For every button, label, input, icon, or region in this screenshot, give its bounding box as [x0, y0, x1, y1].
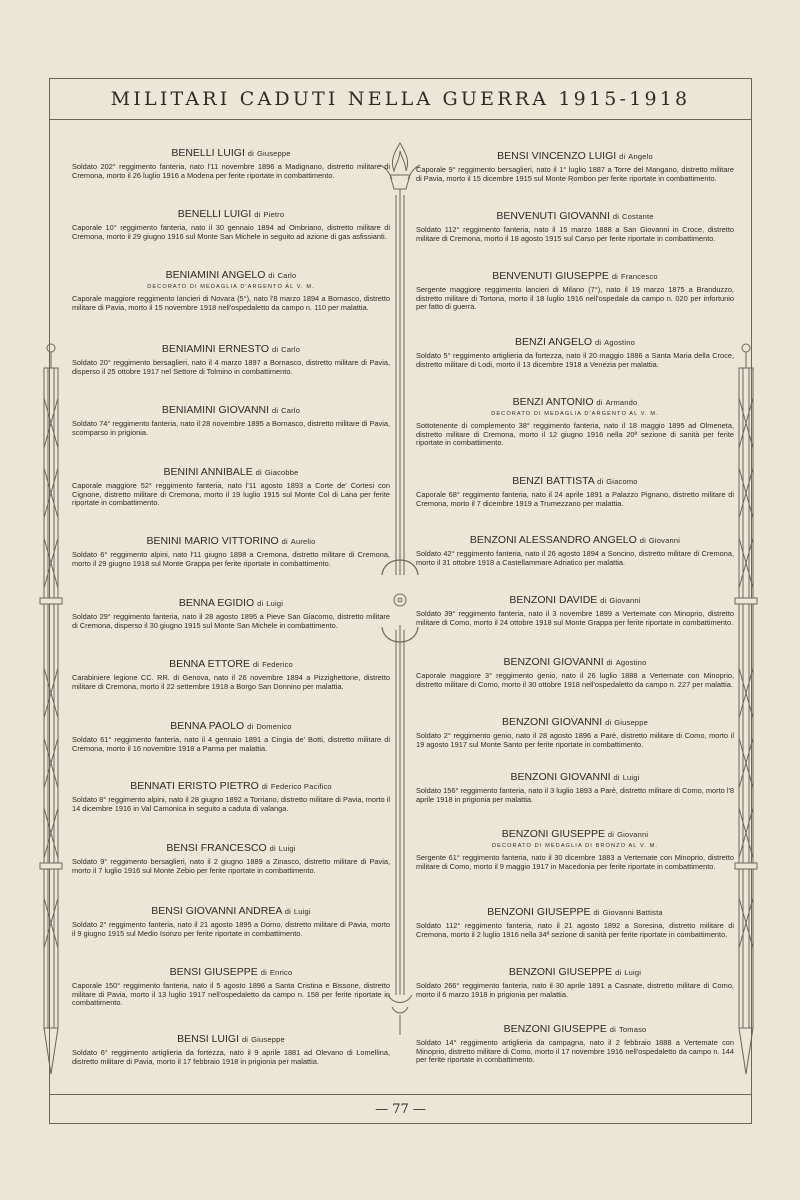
entry-text: Caporale maggiore reggimento lancieri di Novara (5°), nato l'8 marzo 1894 a Bornasco, distretto militare di Pavia, morto il 15 novembre 1918 nell'ospedaletto da campo n. 110 per malattia. — [72, 294, 390, 312]
entry — [416, 336, 734, 369]
entry — [72, 597, 390, 630]
entry — [72, 842, 390, 875]
entry — [416, 594, 734, 627]
entry-text: Carabiniere legione CC. RR. di Genova, nato il 26 novembre 1894 a Pizzighettone, distretto militare di Cremona, morto il 22 settembre 1918 a Borgo San Donnino per malattia. — [72, 673, 390, 691]
entry-text: Caporale maggiore 3° reggimento genio, nato il 26 luglio 1888 a Vertemate con Minoprio, distretto militare di Como, morto il 30 ottobre 1918 nell'ospedaletto da campo n. 227 per malattia. — [416, 671, 734, 689]
entry-name: BENZONI GIOVANNI di Luigi — [510, 771, 640, 783]
entry-name: BENNA PAOLO di Domenico — [170, 720, 292, 732]
entry-name: BENSI GIOVANNI ANDREA di Luigi — [151, 905, 311, 917]
entry-name: BENIAMINI GIOVANNI di Carlo — [161, 404, 301, 416]
entry — [72, 658, 390, 691]
entry-text: Caporale 68° reggimento fanteria, nato il 24 aprile 1891 a Palazzo Pignano, distretto militare di Cremona, morto il 7 dicembre 1919 a Trumezzano per malattia. — [416, 490, 734, 508]
entry — [416, 396, 734, 448]
entry — [416, 906, 734, 939]
entry-name: BENSI LUIGI di Giuseppe — [177, 1033, 285, 1045]
entry-name: BENNA EGIDIO di Luigi — [178, 597, 284, 609]
entry — [416, 966, 734, 999]
title-band — [49, 78, 752, 120]
entry-name: BENZONI GIOVANNI di Agostino — [503, 656, 647, 668]
entry — [72, 966, 390, 1008]
entry — [416, 150, 734, 183]
entry-text: Soldato 74° reggimento fanteria, nato il 28 novembre 1895 a Bornasco, distretto militare di Pavia, scomparso in prigionia. — [72, 419, 390, 437]
entry — [416, 771, 734, 804]
entry-text: Soldato 112° reggimento fanteria, nato il 15 marzo 1888 a San Giovanni in Croce, distretto militare di Cremona, morto il 18 agosto 1915 sul Carso per ferite riportate in combattimento. — [416, 225, 734, 243]
entry-name: BENZONI GIOVANNI di Giuseppe — [502, 716, 648, 728]
page-number: — 77 — — [375, 1102, 426, 1117]
entry — [416, 210, 734, 243]
entry — [72, 466, 390, 508]
entry — [416, 828, 734, 871]
left-fasces-ornament — [38, 338, 64, 1076]
entry-name: BENZONI GIUSEPPE di Giovanni — [501, 828, 649, 840]
entry-text: Soldato 6° reggimento artiglieria da fortezza, nato il 9 aprile 1881 ad Olevano di Lomellina, distretto militare di Pavia, morto il 17 febbraio 1918 in prigionia per malattia. — [72, 1048, 390, 1066]
entry-text: Caporale 150° reggimento fanteria, nato il 5 agosto 1896 a Santa Cristina e Bissone, distretto militare di Pavia, morto il 13 luglio 1917 nell'ospedaletto da campo n. 158 per ferite riportate in combattimento. — [72, 981, 390, 1008]
entry-text: Soldato 42° reggimento fanteria, nato il 26 agosto 1894 a Soncino, distretto militare di Cremona, morto il 31 ottobre 1918 a Castellammare Adriatico per malattia. — [416, 549, 734, 567]
entry-name: BENNATI ERISTO PIETRO di Federico Pacifico — [130, 780, 332, 792]
entry — [416, 656, 734, 689]
entry — [72, 535, 390, 568]
entry-name: BENSI VINCENZO LUIGI di Angelo — [497, 150, 653, 162]
entry-text: Caporale maggiore 52° reggimento fanteria, nato l'11 agosto 1893 a Corte de' Cortesi con Cignone, distretto militare di Cremona, morto il 19 luglio 1915 sul Monte Col di Lana per ferite riportate in combattimento. — [72, 481, 390, 508]
entry — [72, 905, 390, 938]
entry — [72, 208, 390, 241]
entry-text: Soldato 266° reggimento fanteria, nato il 30 aprile 1891 a Casnate, distretto militare di Como, morto il 6 marzo 1918 in prigionia per malattia. — [416, 981, 734, 999]
decoration-note: DECORATO DI MEDAGLIA D'ARGENTO AL V. M. — [491, 411, 659, 417]
entry-text: Soldato 2° reggimento fanteria, nato il 21 agosto 1895 a Dorno, distretto militare di Pavia, morto il 9 giugno 1915 sul Medio Isonzo per ferite riportate in combattimento. — [72, 920, 390, 938]
entry — [416, 1023, 734, 1065]
entry-text: Soldato 202° reggimento fanteria, nato l'11 novembre 1896 a Madignano, distretto militare di Cremona, morto il 26 luglio 1916 a Modena per ferite riportate in combattimento. — [72, 162, 390, 180]
entry-name: BENZONI GIUSEPPE di Giovanni Battista — [487, 906, 663, 918]
entry — [416, 716, 734, 749]
entry — [416, 475, 734, 508]
entry-name: BENINI ANNIBALE di Giacobbe — [163, 466, 299, 478]
right-fasces-ornament — [733, 338, 759, 1076]
entry-name: BENZI ANGELO di Agostino — [515, 336, 635, 348]
entry-text: Sergente maggiore reggimento lancieri di Milano (7°), nato il 19 marzo 1875 a Branduzzo, distretto militare di Tortona, morto il 18 luglio 1916 nell'ospedale da campo n. 020 per infortunio per fatto di guerra. — [416, 285, 734, 312]
entry-text: Soldato 112° reggimento fanteria, nato il 21 agosto 1892 a Soresina, distretto militare di Cremona, morto il 2 luglio 1916 nella 34ª sezione di sanità per ferite riportate in combattimento. — [416, 921, 734, 939]
entry-name: BENZONI ALESSANDRO ANGELO di Giovanni — [469, 534, 681, 546]
entry-text: Soldato 8° reggimento alpini, nato il 28 giugno 1892 a Torriano, distretto militare di Pavia, morto il 14 dicembre 1916 in Val Camonica in seguito a caduta di valanga. — [72, 795, 390, 813]
entry-text: Caporale 10° reggimento fanteria, nato il 30 gennaio 1894 ad Ombriano, distretto militare di Cremona, morto il 29 giugno 1916 sul Monte San Michele in seguito ad azione di gas asfissianti. — [72, 223, 390, 241]
entry-name: BENELLI LUIGI di Pietro — [177, 208, 285, 220]
entry-name: BENINI MARIO VITTORINO di Aurelio — [146, 535, 316, 547]
entry-text: Sergente 61° reggimento fanteria, nato il 30 dicembre 1883 a Vertemate con Minoprio, distretto militare di Como, morto il 9 maggio 1917 in Macedonia per ferite riportate in combattimento. — [416, 853, 734, 871]
entry — [72, 343, 390, 376]
entry-name: BENSI FRANCESCO di Luigi — [166, 842, 296, 854]
footer-band — [49, 1094, 752, 1124]
entry-text: Soldato 39° reggimento fanteria, nato il 3 novembre 1899 a Vertemate con Minoprio, distretto militare di Como, morto il 24 ottobre 1918 sul Monte Grappa per ferite riportate in combattimento. — [416, 609, 734, 627]
entry — [72, 780, 390, 813]
entry-name: BENELLI LUIGI di Giuseppe — [171, 147, 291, 159]
entry-text: Soldato 14° reggimento artiglieria da campagna, nato il 2 febbraio 1888 a Vertemate con Minoprio, distretto militare di Como, morto il 17 novembre 1916 nell'ospedaletto da campo n. 144 per ferite riportate in combattimento. — [416, 1038, 734, 1065]
entry-text: Soldato 9° reggimento bersaglieri, nato il 2 giugno 1889 a Zinasco, distretto militare di Pavia, morto il 7 luglio 1916 sul Monte Zebio per ferite riportate in combattimento. — [72, 857, 390, 875]
entry-name: BENZONI DAVIDE di Giovanni — [509, 594, 641, 606]
entry-text: Soldato 156° reggimento fanteria, nato il 3 luglio 1893 a Parè, distretto militare di Como, morto l'8 aprile 1918 in prigionia per malattia. — [416, 786, 734, 804]
entry-name: BENZONI GIUSEPPE di Luigi — [508, 966, 642, 978]
entry-text: Soldato 5° reggimento artiglieria da fortezza, nato il 20 maggio 1886 a Santa Maria della Croce, distretto militare di Lodi, morto il 13 dicembre 1918 a Venezia per malattia. — [416, 351, 734, 369]
decoration-note: DECORATO DI MEDAGLIA DI BRONZO AL V. M. — [492, 843, 658, 849]
entry-name: BENZI ANTONIO di Armando — [512, 396, 638, 408]
entry-name: BENSI GIUSEPPE di Enrico — [169, 966, 293, 978]
entry-text: Soldato 61° reggimento fanteria, nato il 4 gennaio 1891 a Cingia de' Botti, distretto militare di Cremona, morto il 16 novembre 1918 a Parma per malattia. — [72, 735, 390, 753]
entry-text: Caporale 9° reggimento bersaglieri, nato il 1° luglio 1887 a Torre del Mangano, distretto militare di Pavia, morto il 15 dicembre 1915 sul Monte Rombon per ferite riportate in combattimento. — [416, 165, 734, 183]
page-title: MILITARI CADUTI NELLA GUERRA 1915-1918 — [110, 87, 691, 110]
entry-name: BENVENUTI GIUSEPPE di Francesco — [492, 270, 658, 282]
entry — [416, 270, 734, 312]
entry-name: BENIAMINI ANGELO di Carlo — [165, 269, 297, 281]
entry-name: BENNA ETTORE di Federico — [169, 658, 293, 670]
entry — [72, 269, 390, 312]
entry-name: BENVENUTI GIOVANNI di Costante — [496, 210, 654, 222]
entry-name: BENIAMINI ERNESTO di Carlo — [161, 343, 301, 355]
entry — [72, 404, 390, 437]
entry-text: Sottotenente di complemento 38° reggimento fanteria, nato il 18 maggio 1895 ad Olmeneta, distretto militare di Cremona, morto il 12 giugno 1916 nella 20ª sezione di sanità per ferite riportate in combattimento. — [416, 421, 734, 448]
entry — [72, 720, 390, 753]
entry-text: Soldato 20° reggimento bersaglieri, nato il 4 marzo 1897 a Bornasco, distretto militare di Pavia, disperso il 25 ottobre 1917 nel Settore di Tolmino in combattimento. — [72, 358, 390, 376]
entry-text: Soldato 29° reggimento fanteria, nato il 28 agosto 1895 a Pieve San Giacomo, distretto militare di Cremona, disperso il 30 giugno 1915 sul Monte San Michele in combattimento. — [72, 612, 390, 630]
decoration-note: DECORATO DI MEDAGLIA D'ARGENTO AL V. M. — [147, 284, 315, 290]
entry — [72, 147, 390, 180]
entry-name: BENZONI GIUSEPPE di Tomaso — [503, 1023, 647, 1035]
entry-name: BENZI BATTISTA di Giacomo — [512, 475, 638, 487]
entry-text: Soldato 2° reggimento genio, nato il 28 agosto 1896 a Parè, distretto militare di Como, morto il 19 agosto 1917 sul Monte Santo per ferite riportate in combattimento. — [416, 731, 734, 749]
entry — [72, 1033, 390, 1066]
entry — [416, 534, 734, 567]
entry-text: Soldato 6° reggimento alpini, nato l'11 giugno 1898 a Cremona, distretto militare di Cremona, morto il 29 giugno 1918 sul Monte Grappa per ferite riportate in combattimento. — [72, 550, 390, 568]
